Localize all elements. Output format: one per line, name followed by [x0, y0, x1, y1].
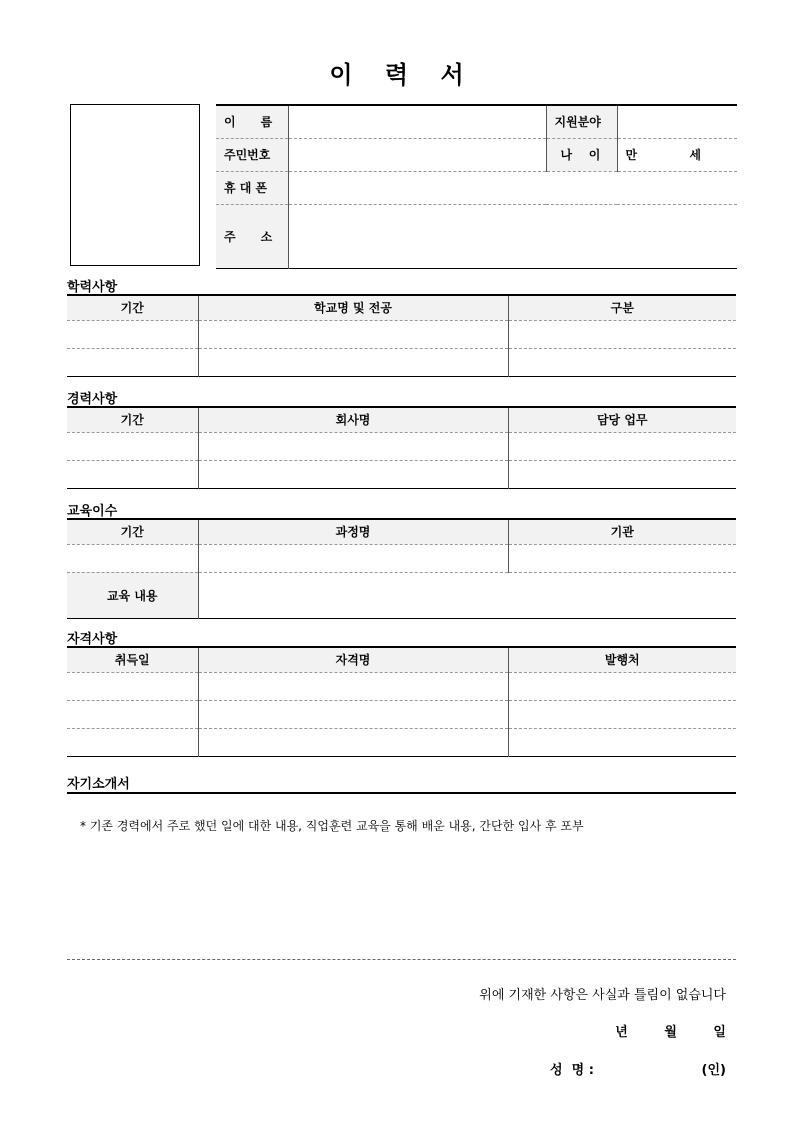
document-title: 이 력 서 [329, 61, 476, 89]
training-header-course: 과정명 [198, 519, 508, 544]
signature-label: 성 명 : [550, 1063, 594, 1078]
education-header-type: 구분 [508, 295, 736, 320]
career-title: 경력사항 [67, 392, 118, 407]
license-table [67, 646, 736, 757]
table-row [67, 320, 736, 348]
training-table [67, 518, 736, 619]
training-header-institution: 기관 [508, 519, 736, 544]
training-content-field[interactable] [198, 572, 736, 618]
table-row [67, 544, 736, 572]
seal-label[interactable]: (인) [701, 1063, 726, 1078]
table-row [67, 460, 736, 488]
field-value[interactable] [617, 105, 737, 138]
table-row [67, 728, 736, 756]
table-row [67, 432, 736, 460]
age-label: 나 이 [546, 138, 617, 171]
age-prefix: 만 [625, 148, 638, 162]
address-label: 주 소 [216, 204, 288, 268]
signature-line [550, 1059, 726, 1078]
date-line[interactable]: 년 월 일 [615, 1025, 726, 1040]
rrn-field[interactable] [288, 138, 546, 171]
career-table [67, 406, 736, 489]
table-row [67, 572, 736, 618]
declaration-text: 위에 기재한 사항은 사실과 틀림이 없습니다 [479, 988, 726, 1003]
self-intro-title: 자기소개서 [67, 777, 130, 792]
education-title: 학력사항 [67, 280, 118, 295]
phone-field[interactable] [288, 171, 737, 204]
self-intro-end-divider [67, 959, 736, 960]
training-content-label: 교육 내용 [67, 572, 198, 618]
license-header-name: 자격명 [198, 647, 508, 672]
self-intro-note[interactable]: * 기존 경력에서 주로 했던 일에 대한 내용, 직업훈련 교육을 통해 배운 내용, 간단한 입사 후 포부 [80, 819, 584, 833]
photo-box[interactable] [70, 104, 200, 266]
name-label: 이 름 [216, 105, 288, 138]
phone-label: 휴 대 폰 [216, 171, 288, 204]
license-header-date: 취득일 [67, 647, 198, 672]
career-header-duty: 담당 업무 [508, 407, 736, 432]
address-field[interactable] [288, 204, 737, 268]
table-row [67, 672, 736, 700]
age-unit: 세 [689, 148, 701, 162]
field-label: 지원분야 [546, 105, 617, 138]
rrn-label: 주민번호 [216, 138, 288, 171]
career-header-company: 회사명 [198, 407, 508, 432]
education-table [67, 294, 736, 377]
personal-info-table [216, 104, 737, 269]
education-header-period: 기간 [67, 295, 198, 320]
license-header-issuer: 발행처 [508, 647, 736, 672]
education-header-school: 학교명 및 전공 [198, 295, 508, 320]
license-title: 자격사항 [67, 632, 118, 647]
training-title: 교육이수 [67, 504, 118, 519]
self-intro-divider [67, 792, 736, 794]
career-header-period: 기간 [67, 407, 198, 432]
training-header-period: 기간 [67, 519, 198, 544]
age-field[interactable] [617, 138, 737, 171]
name-field[interactable] [288, 105, 546, 138]
table-row [67, 700, 736, 728]
table-row [67, 348, 736, 376]
